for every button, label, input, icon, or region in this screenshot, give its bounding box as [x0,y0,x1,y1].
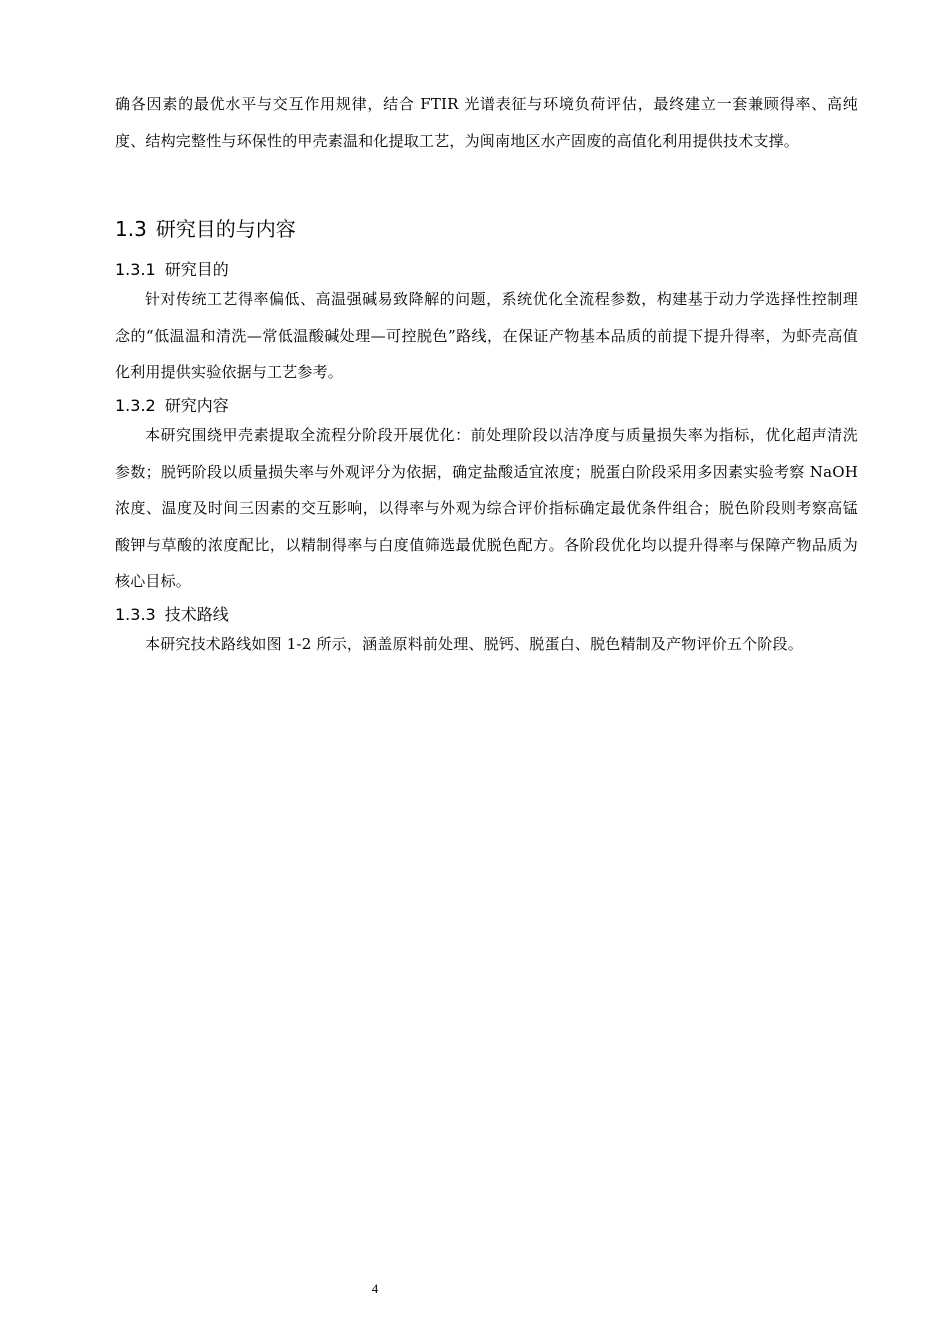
subsection-title: 技术路线 [164,604,229,624]
subsection-number: 1.3.1 [115,260,156,280]
technical-route-paragraph: 本研究技术路线如图 1-2 所示，涵盖原料前处理、脱钙、脱蛋白、脱色精制及产物评价五个阶段。 [145,634,803,653]
subsection-heading-1-3-3 [115,604,858,626]
intro-paragraph: 确各因素的最优水平与交互作用规律，结合 FTIR 光谱表征与环境负荷评估，最终建立一套兼顾得率、高纯度、结构完整性与环保性的甲壳素温和化提取工艺，为闽南地区水产固废的高值化利用提供技术支撑。 [115,95,858,150]
subsection-number: 1.3.2 [115,395,156,415]
subsection-heading-1-3-2 [115,395,858,417]
research-content-paragraph: 本研究围绕甲壳素提取全流程分阶段开展优化：前处理阶段以洁净度与质量损失率为指标，优化超声清洗参数；脱钙阶段以质量损失率与外观评分为依据，确定盐酸适宜浓度；脱蛋白阶段采用多因素实验考察 NaOH 浓度、温度及时间三因素的交互影响，以得率与外观为综合评价指标确定最优条件组合；脱色阶段则考察高锰酸钾与草酸的浓度配比，以精制得率与白度值筛选最优脱色配方。各阶段优化均以提升得率与保障产物品质为核心目标。 [115,425,858,591]
section-heading-1-3 [115,215,858,243]
section-title: 研究目的与内容 [155,217,296,242]
subsection-title: 研究目的 [164,260,229,280]
subsection-number: 1.3.3 [115,604,156,624]
research-purpose-paragraph: 针对传统工艺得率偏低、高温强碱易致降解的问题，系统优化全流程参数，构建基于动力学选择性控制理念的“低温温和清洗—常低温酸碱处理—可控脱色”路线，在保证产物基本品质的前提下提升得率，为虾壳高值化利用提供实验依据与工艺参考。 [115,290,858,382]
subsection-heading-1-3-1 [115,259,858,281]
section-number: 1.3 [115,217,147,242]
page-number: 4 [371,1281,379,1296]
page-body [115,86,858,663]
subsection-title: 研究内容 [164,395,229,415]
